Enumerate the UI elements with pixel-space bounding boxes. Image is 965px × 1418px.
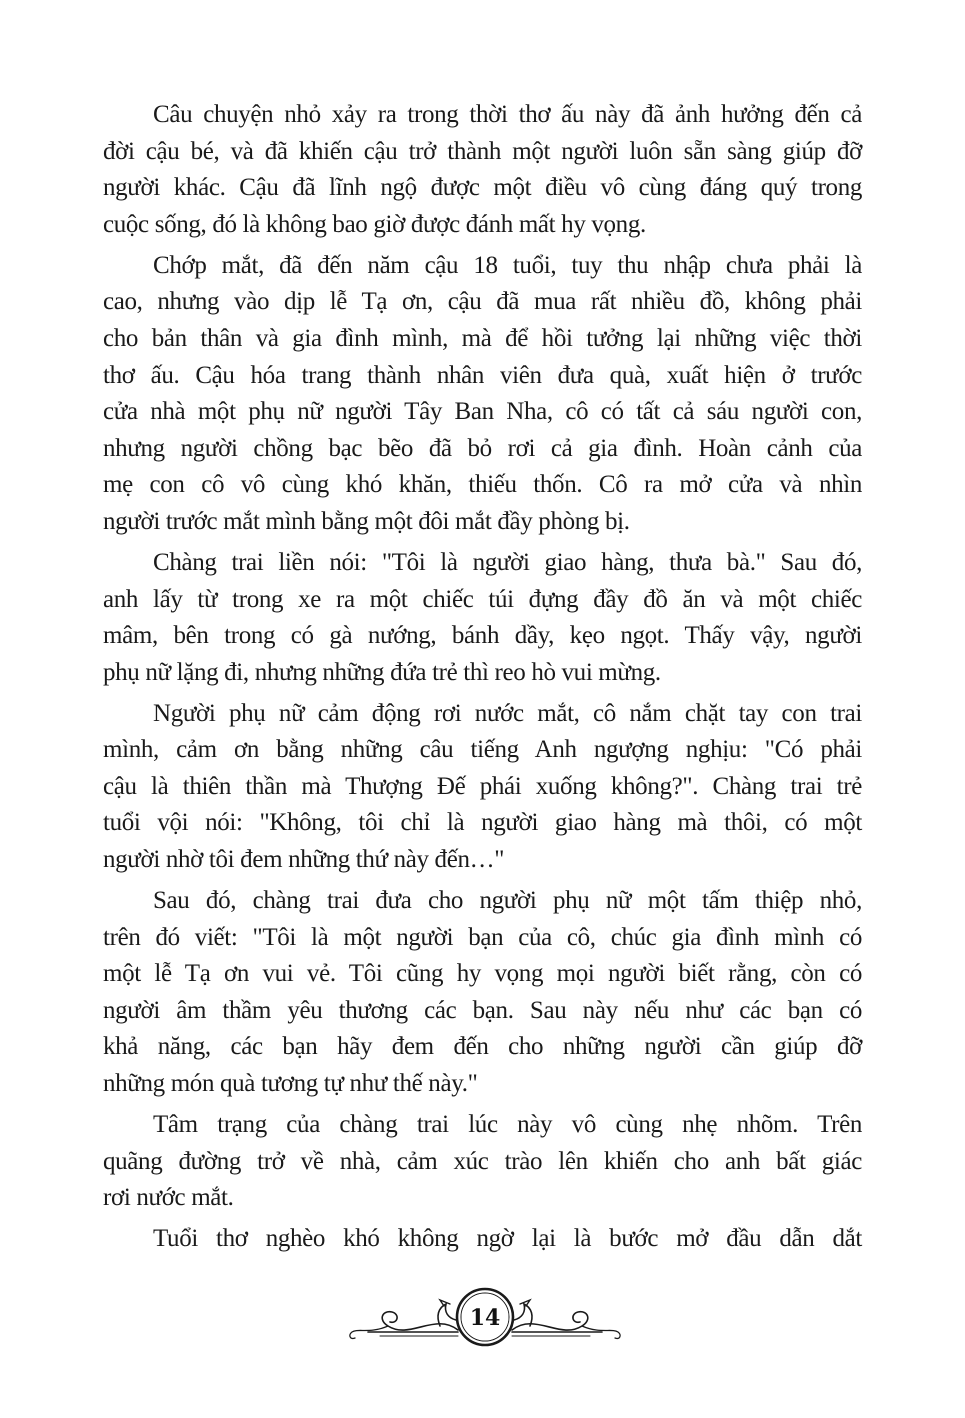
text-line: Tâm trạng của chàng trai lúc này vô cùng nhẹ nhõm. Trên: [153, 1110, 862, 1138]
text-line: phụ nữ lặng đi, nhưng những đứa trẻ thì reo hò vui mừng.: [103, 658, 661, 686]
text-line: khả năng, các bạn hãy đem đến cho những người cần giúp đỡ: [103, 1033, 862, 1061]
text-line: cho bản thân và gia đình mình, mà để hồi tưởng lại những việc thời: [103, 324, 862, 352]
text-line: người âm thầm yêu thương các bạn. Sau này nếu như các bạn có: [103, 996, 862, 1024]
text-line: người trước mắt mình bằng một đôi mắt đầy phòng bị.: [103, 507, 630, 535]
text-line: mâm, bên trong có gà nướng, bánh dầy, kẹo ngọt. Thấy vậy, người: [103, 622, 862, 650]
text-line: thơ ấu. Cậu hóa trang thành nhân viên đưa quà, xuất hiện ở trước: [103, 361, 862, 389]
text-line: cửa nhà một phụ nữ người Tây Ban Nha, cô có tất cả sáu người con,: [103, 398, 862, 426]
page-number: 14: [469, 1305, 501, 1331]
text-line: nhưng người chồng bạc bẽo đã bỏ rơi cả gia đình. Hoàn cảnh của: [103, 434, 862, 462]
text-line: Câu chuyện nhỏ xảy ra trong thời thơ ấu này đã ảnh hưởng đến cả: [153, 101, 862, 128]
text-line: đời cậu bé, và đã khiến cậu trở thành một người luôn sẵn sàng giúp đỡ: [103, 137, 862, 165]
paragraph: [103, 1221, 862, 1258]
text-line: Người phụ nữ cảm động rơi nước mắt, cô nắm chặt tay con trai: [153, 699, 862, 727]
text-line: quãng đường trở về nhà, cảm xúc trào lên khiến cho anh bất giác: [103, 1147, 862, 1175]
text-line: một lễ Tạ ơn vui vẻ. Tôi cũng hy vọng mọi người biết rằng, còn có: [103, 960, 862, 988]
paragraph: [103, 1107, 862, 1217]
text-line: Sau đó, chàng trai đưa cho người phụ nữ một tấm thiệp nhỏ,: [153, 887, 862, 915]
text-line: mình, cảm ơn bằng những câu tiếng Anh ngượng nghịu: "Có phải: [103, 736, 862, 764]
page-body: [103, 97, 862, 1262]
text-line: những món quà tương tự như thế này.": [103, 1070, 478, 1097]
paragraph: [103, 883, 862, 1103]
text-line: người khác. Cậu đã lĩnh ngộ được một điều vô cùng đáng quý trong: [103, 174, 862, 202]
text-line: Chớp mắt, đã đến năm cậu 18 tuổi, tuy thu nhập chưa phải là: [153, 251, 862, 279]
text-line: anh lấy từ trong xe ra một chiếc túi đựng đầy đồ ăn và một chiếc: [103, 585, 862, 613]
text-line: Tuổi thơ nghèo khó không ngờ lại là bước mở đầu dẫn dắt: [153, 1225, 862, 1253]
text-line: cao, nhưng vào dịp lễ Tạ ơn, cậu đã mua rất nhiều đồ, không phải: [103, 288, 862, 316]
paragraph: [103, 97, 862, 243]
text-line: tuổi vội nói: "Không, tôi chỉ là người giao hàng mà thôi, có một: [103, 809, 862, 837]
paragraph: [103, 248, 862, 541]
paragraph: [103, 545, 862, 691]
text-line: Chàng trai liền nói: "Tôi là người giao hàng, thưa bà." Sau đó,: [153, 548, 862, 576]
text-line: rơi nước mắt.: [103, 1184, 234, 1212]
page-footer: [340, 1282, 630, 1352]
text-line: mẹ con cô vô cùng khó khăn, thiếu thốn. Cô ra mở cửa và nhìn: [103, 471, 862, 499]
text-line: cuộc sống, đó là không bao giờ được đánh mất hy vọng.: [103, 210, 646, 238]
text-line: người nhờ tôi đem những thứ này đến…": [103, 846, 505, 874]
text-line: trên đó viết: "Tôi là một người bạn của cô, chúc gia đình mình có: [103, 923, 862, 951]
text-line: cậu là thiên thần mà Thượng Đế phái xuống không?". Chàng trai trẻ: [103, 772, 862, 800]
paragraph: [103, 696, 862, 879]
